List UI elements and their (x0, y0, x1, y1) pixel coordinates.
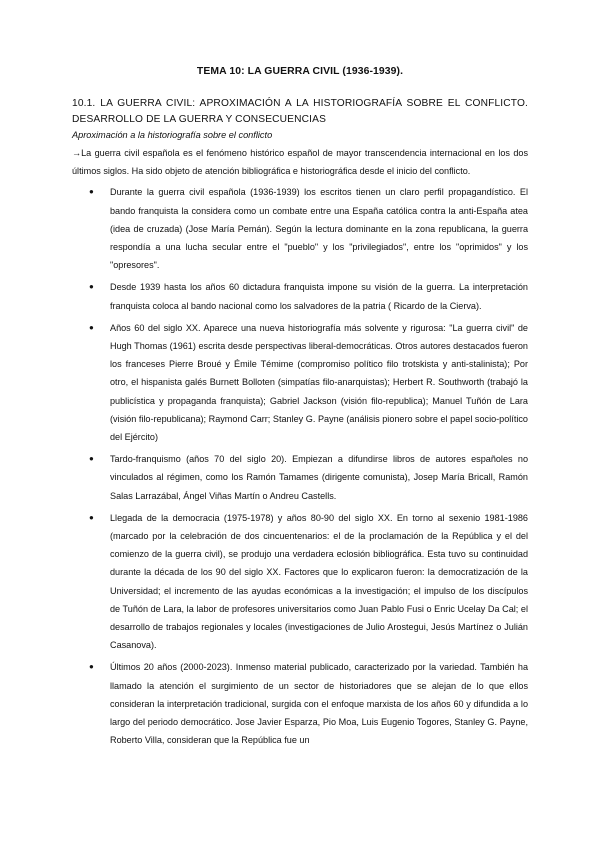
list-item-text: Años 60 del siglo XX. Aparece una nueva historiografía más solvente y rigurosa: "La guerra civil" de Hugh Thomas (1961) escrita desde perspectivas liberal-democráticas. Otros autores destacados fueron los franceses Pierre Broué y Émile Témime (compromiso político filo trotskista y anti-stalinista); Por otro, el hispanista galés Burnett Bolloten (simpatías filo-anarquistas); Herbert R. Southworth (trabajó la publicística y propaganda franquista); Gabriel Jackson (visión filo-republica); Manuel Tuñón de Lara (visión filo-republicana); Raymond Carr; Stanley G. Payne (análisis pionero sobre el papel socio-político del Ejército) (110, 322, 528, 443)
list-item (72, 183, 528, 274)
list-item (72, 278, 528, 314)
section-heading: 10.1. LA GUERRA CIVIL: APROXIMACIÓN A LA HISTORIOGRAFÍA SOBRE EL CONFLICTO. DESARROLLO DE LA GUERRA Y CONSECUENCIAS (72, 98, 528, 125)
list-item-text: Últimos 20 años (2000-2023). Inmenso material publicado, caracterizado por la variedad. También ha llamado la atención el surgimiento de un sector de historiadores que se alejan de lo que ellos consideran la interpretación tradicional, surgida con el enfoque marxista de los años 60 y difundida a lo largo del periodo democrático. Jose Javier Esparza, Pio Moa, Luis Eugenio Togores, Stanley G. Payne, Roberto Villa, consideran que la República fue un (110, 662, 528, 746)
bullet-icon: ● (89, 512, 94, 522)
list-item (72, 509, 528, 655)
bullet-icon: ● (89, 662, 94, 672)
list-item (72, 450, 528, 505)
bullet-icon: ● (89, 187, 94, 197)
list-item (72, 658, 528, 749)
bullet-icon: ● (89, 282, 94, 292)
list-item-text: Desde 1939 hasta los años 60 dictadura franquista impone su visión de la guerra. La interpretación franquista coloca al bando nacional como los salvadores de la patria ( Ricardo de la Cierva). (110, 282, 528, 311)
list-item (72, 319, 528, 446)
list-item-text: Durante la guerra civil española (1936-1939) los escritos tienen un claro perfil propagandístico. El bando franquista la considera como un combate entre una España católica contra la anti-España atea (idea de cruzada) (Jose María Pemán). Según la lectura dominante en la zona republicana, la guerra respondía a una lucha secular entre el "pueblo" y los "privilegiados", entre los "oprimidos" y los "opresores". (110, 187, 528, 271)
bullet-list (72, 183, 528, 749)
list-item-text: Tardo-franquismo (años 70 del siglo 20). Empiezan a difundirse libros de autores españoles no vinculados al régimen, como los Ramón Tamames (dirigente comunista), Josep María Bricall, Ramón Salas Larrazábal, Ángel Viñas Martín o Andreu Castells. (110, 454, 528, 501)
list-item-text: Llegada de la democracia (1975-1978) y años 80-90 del siglo XX. En torno al sexenio 1981-1986 (marcado por la celebración de dos cincuentenarios: el de la proclamación de la República y el del comienzo de la guerra civil), se produjo una verdadera eclosión bibliográfica. Esta tuvo su continuidad durante la década de los 90 del siglo XX. Factores que lo explicaron fueron: la democratización de la Universidad; el incremento de las ayudas económicas a la investigación; el impulso de los discípulos de Tuñón de Lara, la labor de profesores universitarios como Juan Pablo Fusi o Enric Ucelay Da Cal; el desarrollo de trabajos regionales y locales (investigaciones de Julio Arostegui, Jesús Martínez o Julián Casanova). (110, 512, 528, 651)
bullet-icon: ● (89, 454, 94, 464)
intro-paragraph: →La guerra civil española es el fenómeno histórico español de mayor transcendencia internacional en los dos últimos siglos. Ha sido objeto de atención bibliográfica e historiográfica desde el inicio del conflicto. (72, 148, 528, 177)
bullet-icon: ● (89, 322, 94, 332)
page-title: TEMA 10: LA GUERRA CIVIL (1936-1939). (196, 66, 404, 77)
document-page (72, 66, 528, 754)
subheading: Aproximación a la historiografía sobre el conflicto (72, 130, 273, 140)
